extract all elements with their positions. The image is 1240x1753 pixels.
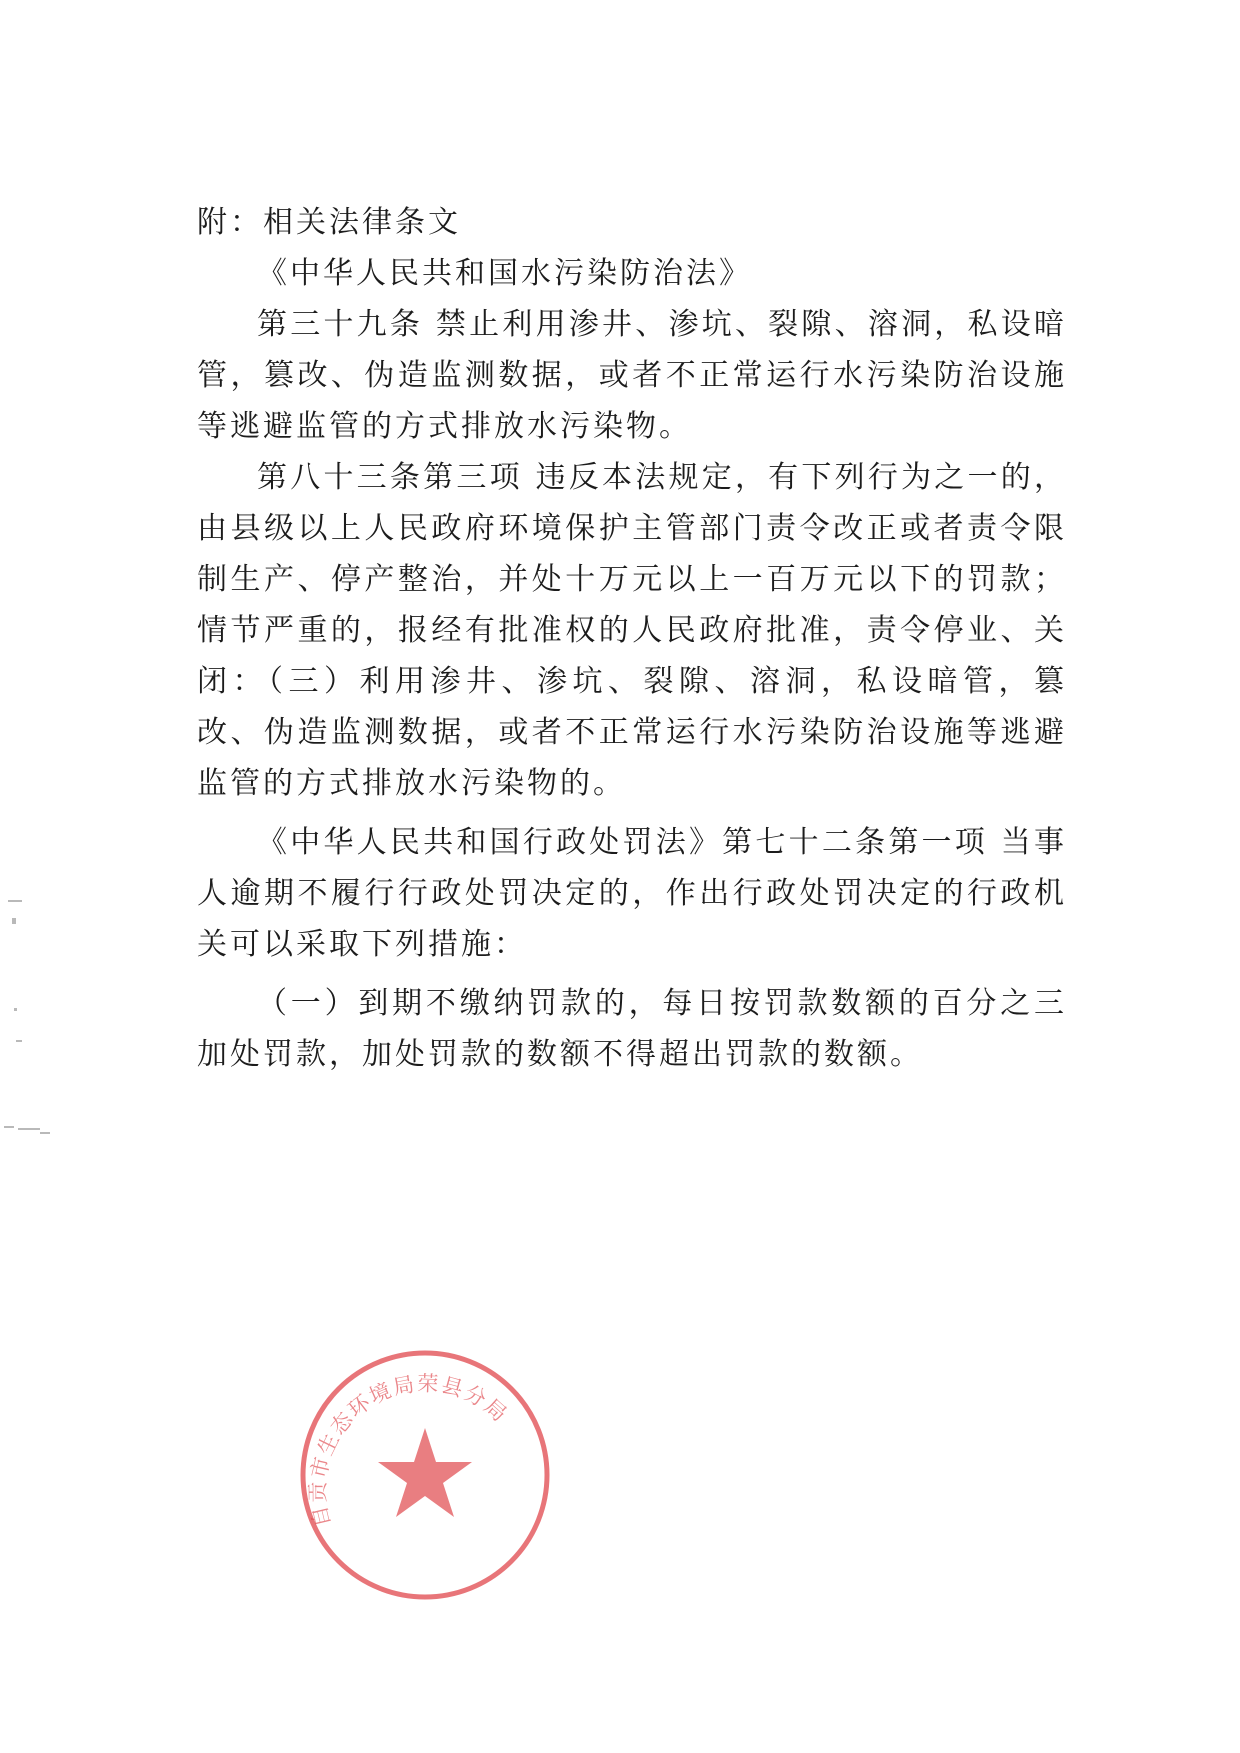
law-title-water-pollution: 《中华人民共和国水污染防治法》 (257, 256, 752, 291)
official-seal (290, 1340, 560, 1610)
scan-artifact-marks (0, 900, 60, 1200)
article-83-paragraph: 第八十三条第三项 违反本法规定，有下列行为之一的，由县级以上人民政府环境保护主管部门责令改正或者责令限制生产、停产整治，并处十万元以上一百万元以下的罚款；情节严重的，报经有批准权的人民政府批准，责令停业、关闭：（三）利用渗井、渗坑、裂隙、溶洞，私设暗管，篡改、伪造监测数据，或者不正常运行水污染防治设施等逃避监管的方式排放水污染物的。 (197, 460, 1067, 801)
admin-penalty-article-72-paragraph: 《中华人民共和国行政处罚法》第七十二条第一项 当事人逾期不履行行政处罚决定的，作出行政处罚决定的行政机关可以采取下列措施： (197, 825, 1067, 962)
article-72-item-1-paragraph: （一）到期不缴纳罚款的，每日按罚款数额的百分之三加处罚款，加处罚款的数额不得超出罚款的数额。 (197, 986, 1067, 1072)
article-39-paragraph: 第三十九条 禁止利用渗井、渗坑、裂隙、溶洞，私设暗管，篡改、伪造监测数据，或者不正常运行水污染防治设施等逃避监管的方式排放水污染物。 (197, 307, 1067, 444)
attachment-heading: 附：相关法律条文 (197, 205, 461, 240)
seal-graphic (290, 1340, 560, 1610)
attachment-section (197, 197, 1067, 1080)
seal-star-icon (378, 1428, 472, 1517)
seal-text: 自贡市生态环境局荣县分局 (305, 1371, 513, 1530)
